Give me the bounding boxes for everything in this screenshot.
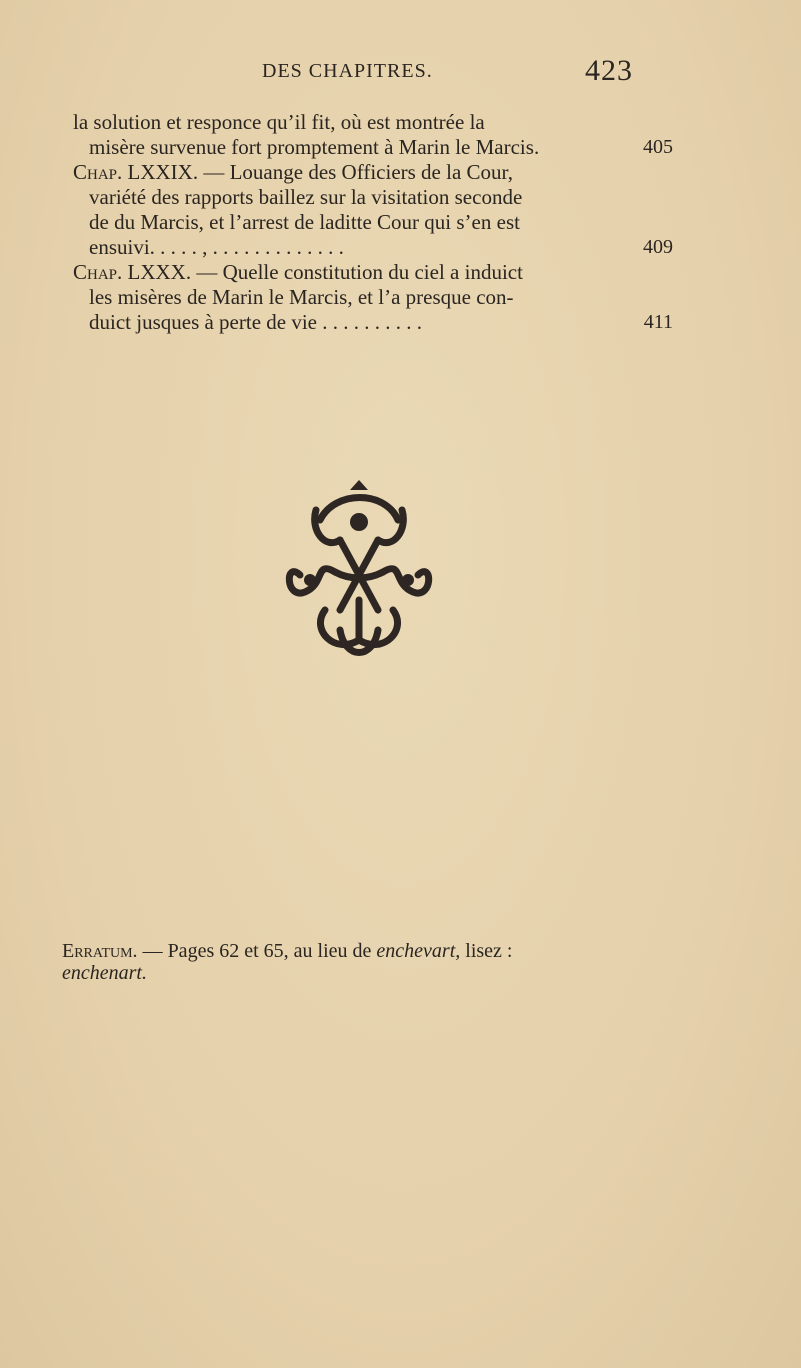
running-head-title: DES CHAPITRES. bbox=[262, 60, 433, 82]
toc-entry-line: duict jusques à perte de vie . . . . . . . . . . bbox=[89, 310, 423, 334]
toc-entry-line: de du Marcis, et l’arrest de laditte Cour qui s’en est bbox=[89, 210, 520, 234]
toc-entry-first-line bbox=[73, 260, 673, 285]
toc-entry-line: ensuivi. . . . . , . . . . . . . . . . . . . bbox=[89, 235, 344, 259]
running-head bbox=[0, 54, 801, 96]
toc-entry-line: — Louange des Officiers de la Cour, bbox=[198, 160, 513, 184]
toc-entry-line: les misères de Marin le Marcis, et l’a presque con- bbox=[89, 285, 514, 309]
toc-entry-line: la solution et responce qu’il fit, où est montrée la bbox=[73, 110, 485, 134]
erratum-line bbox=[62, 962, 702, 984]
toc-entry-page: 409 bbox=[643, 236, 673, 258]
toc-entry-page: 411 bbox=[643, 311, 673, 333]
toc-entry-line: misère survenue fort promptement à Marin le Marcis. bbox=[89, 135, 540, 159]
toc-entry bbox=[73, 160, 673, 260]
erratum-right-word: enchenart. bbox=[62, 962, 147, 984]
erratum-note bbox=[62, 940, 702, 984]
toc-entry bbox=[73, 110, 673, 160]
toc-entry-page: 405 bbox=[643, 136, 673, 158]
monogram-ornament-icon bbox=[280, 480, 438, 668]
toc-chapter-label: Chap. LXXIX. bbox=[73, 160, 199, 184]
toc-entry-first-line bbox=[73, 160, 673, 185]
erratum-text: — Pages 62 et 65, au lieu de bbox=[137, 940, 377, 962]
toc-entry-line: variété des rapports baillez sur la visitation seconde bbox=[89, 185, 523, 209]
erratum-line bbox=[62, 940, 702, 962]
erratum-label: Erratum. bbox=[62, 940, 138, 962]
page-number: 423 bbox=[585, 54, 633, 87]
erratum-middle: lisez : bbox=[460, 940, 513, 962]
toc-entry bbox=[73, 260, 673, 335]
toc-entry-line: — Quelle constitution du ciel a induict bbox=[191, 260, 523, 284]
erratum-wrong-word: enchevart, bbox=[376, 940, 461, 962]
table-of-contents bbox=[73, 110, 673, 335]
toc-chapter-label: Chap. LXXX. bbox=[73, 260, 192, 284]
